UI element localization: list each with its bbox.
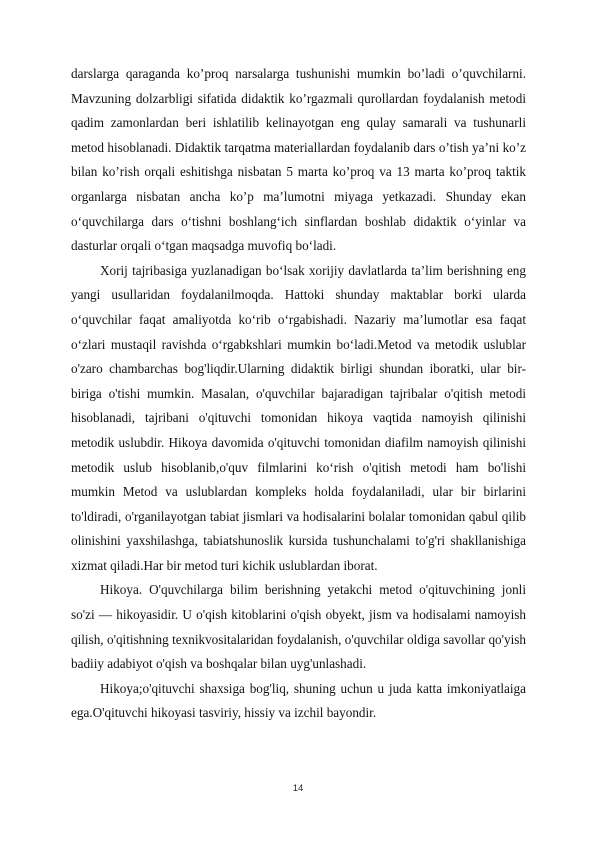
paragraph-continuation: darslarga qaraganda ko’proq narsalarga tushunishi mumkin bo’ladi o’quvchilarni. Mavzuning dolzarbligi sifatida didaktik ko’rgazmali qurollardan foydalanish metodi qadim zamonlardan beri ishlatilib kelinayotgan eng qulay samarali va tushunarli metod hisoblanadi. Didaktik tarqatma materiallardan foydalanib dars o’tish ya’ni ko’z bilan ko’rish orqali eshitishga nisbatan 5 marta ko’proq va 13 marta ko’proq taktik organlarga nisbatan ancha ko’p ma’lumotni miyaga yetkazadi. Shunday ekan o‘quvchilarga dars o‘tishni boshlang‘ich sinflardan boshlab didaktik o‘yinlar va dasturlar orqali o‘tgan maqsadga muvofiq bo‘ladi. — [71, 66, 526, 254]
page-number: 14 — [292, 783, 304, 794]
paragraph-foreign-experience: Xorij tajribasiga yuzlanadigan bo‘lsak xorijiy davlatlarda ta’lim berishning eng yangi usullaridan foydalanilmoqda. Hattoki shunday maktablar borki ularda o‘quvchilar faqat amaliyotda ko‘rib o‘rgabishadi. Nazariy ma’lumotlar esa faqat o‘zlari mustaqil ravishda o‘rgabkshlari mumkin bo‘ladi.Metod va metodik uslublar o'zaro chambarchas bog'liqdir.Ularning didaktik birligi shundan iboratki, ular bir-biriga o'tishi mumkin. Masalan, o'quvchilar bajaradigan tajribalar o'qitish metodi hisoblanadi, tajribani o'qituvchi tomonidan hikoya vaqtida namoyish qilinishi metodik uslubdir. Hikoya davomida o'qituvchi tomonidan diafilm namoyish qilinishi metodik uslub hisoblanib,o'quv filmlarini ko‘rish o'qitish metodi ham bo'lishi mumkin Metod va uslublardan kompleks holda foydalaniladi, ular bir birlarini to'ldiradi, o'rganilayotgan tabiat jismlari va hodisalarini bolalar tomonidan qabul qilib olinishini yaxshilashga, tabiatshunoslik kursida tushunchalami to'g'ri shakllanishiga xizmat qiladi.Har bir metod turi kichik uslublardan iborat. — [71, 262, 526, 573]
document-page — [71, 62, 526, 726]
paragraph-story-teacher: Hikoya;o'qituvchi shaxsiga bog'liq, shuning uchun u juda katta imkoniyatlaiga ega.O'qituvchi hikoyasi tasviriy, hissiy va izchil bayondir. — [71, 680, 526, 721]
paragraph-story-method: Hikoya. O'quvchilarga bilim berishning yetakchi metod o'qituvchining jonli so'zi — hikoyasidir. U o'qish kitoblarini o'qish obyekt, jism va hodisalami namoyish qilish, o'qitishning texnikvositalaridan foydalanish, o'quvchilar oldiga savollar qo'yish badiiy adabiyot o'qish va boshqalar bilan uyg'unlashadi. — [71, 582, 526, 672]
